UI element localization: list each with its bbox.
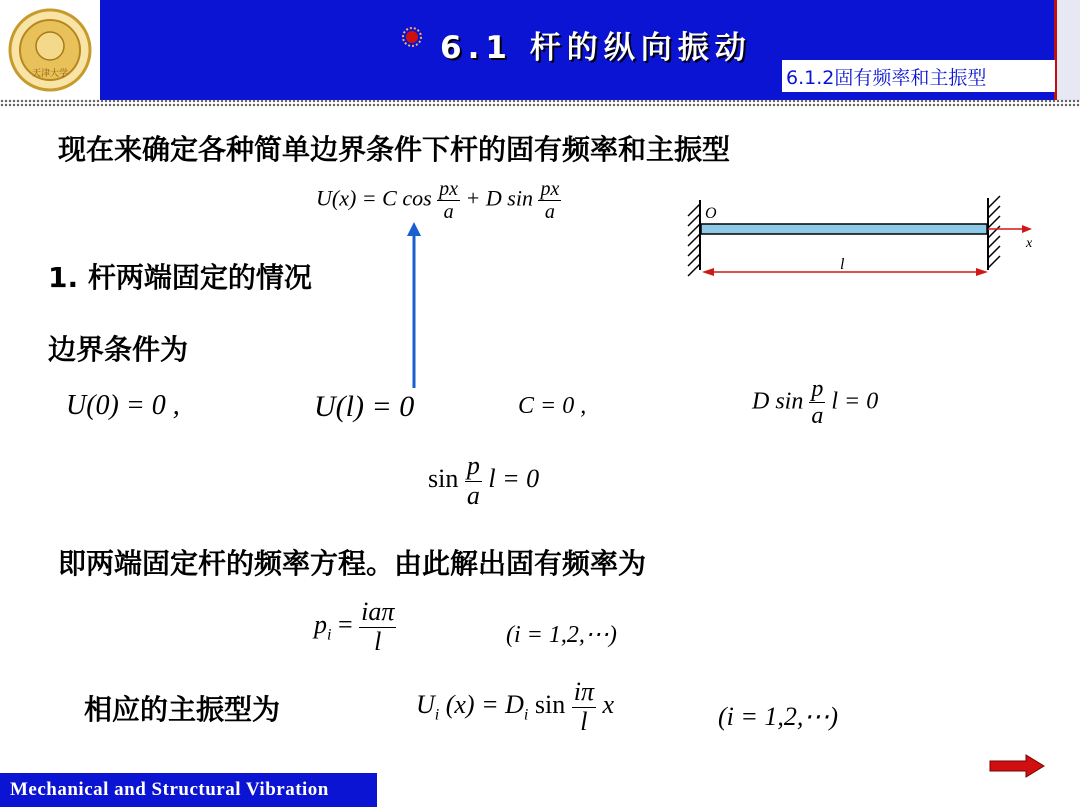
ms-range: (i = 1,2,⋯) [718, 702, 839, 731]
fe-post: l = 0 [488, 464, 540, 494]
beam-rod [701, 224, 987, 234]
nf-sub: i [327, 626, 332, 644]
mode-shape [416, 678, 614, 736]
dsin-pre: D sin [752, 388, 804, 415]
dsin-den: a [811, 403, 824, 430]
c-zero: C = 0 , [518, 393, 587, 419]
fe-num: p [466, 451, 480, 480]
d-sin-equation [752, 376, 878, 430]
course-title: Mechanical and Structural Vibration [10, 779, 329, 800]
gs-num1: px [439, 178, 459, 200]
logo-text: 天津大学 [31, 69, 69, 79]
ms-den: l [580, 706, 588, 736]
nf-eq: = [337, 610, 353, 640]
dsin-post: l = 0 [831, 388, 879, 415]
next-slide-arrow-icon[interactable] [988, 754, 1048, 778]
gs-den2: a [544, 201, 555, 223]
nf-num: iaπ [361, 597, 395, 626]
dsin-num: p [811, 376, 824, 402]
fe-pre: sin [428, 464, 459, 494]
pointer-arrow [400, 220, 430, 390]
nf-lhs: p [314, 610, 327, 640]
gs-mid: + D sin [465, 185, 533, 211]
ms-sub2: i [523, 706, 529, 724]
gs-den1: a [443, 201, 454, 223]
ms-num: iπ [573, 677, 594, 706]
ms-lhs: U [416, 690, 435, 720]
fe-den: a [466, 480, 480, 510]
ms-fn: sin [534, 690, 566, 720]
general-solution [316, 178, 561, 223]
frequency-text: 即两端固定杆的频率方程。由此解出固有频率为 [58, 547, 647, 580]
page-title: 6.1 杆的纵向振动 [440, 30, 752, 66]
ms-arg: (x) = D [445, 690, 524, 720]
frequency-equation [428, 452, 539, 510]
length-label: l [840, 256, 845, 273]
gs-lhs: U(x) = C cos [316, 185, 432, 211]
intro-text: 现在来确定各种简单边界条件下杆的固有频率和主振型 [58, 133, 731, 166]
section-subtitle: 6.1.2固有频率和主振型 [786, 67, 987, 89]
mode-label: 相应的主振型为 [84, 693, 281, 726]
university-logo [0, 0, 100, 100]
header-divider [0, 99, 1080, 107]
logo-container [0, 0, 100, 100]
right-strip [1055, 0, 1080, 100]
ms-sub: i [434, 706, 440, 724]
gs-num2: px [540, 178, 560, 200]
boundary-label: 边界条件为 [48, 333, 189, 366]
bc-right: U(l) = 0 [314, 390, 415, 423]
ms-post: x [602, 690, 615, 720]
axis-label: x [1026, 236, 1033, 251]
beam-diagram [680, 190, 1050, 290]
nf-range: (i = 1,2,⋯) [506, 622, 617, 648]
nf-den: l [374, 626, 382, 656]
natural-frequency [314, 598, 396, 656]
case-heading: 1. 杆两端固定的情况 [48, 261, 312, 294]
bc-left: U(0) = 0 , [66, 390, 180, 421]
origin-label: O [705, 205, 717, 222]
bullet-icon [401, 26, 423, 48]
